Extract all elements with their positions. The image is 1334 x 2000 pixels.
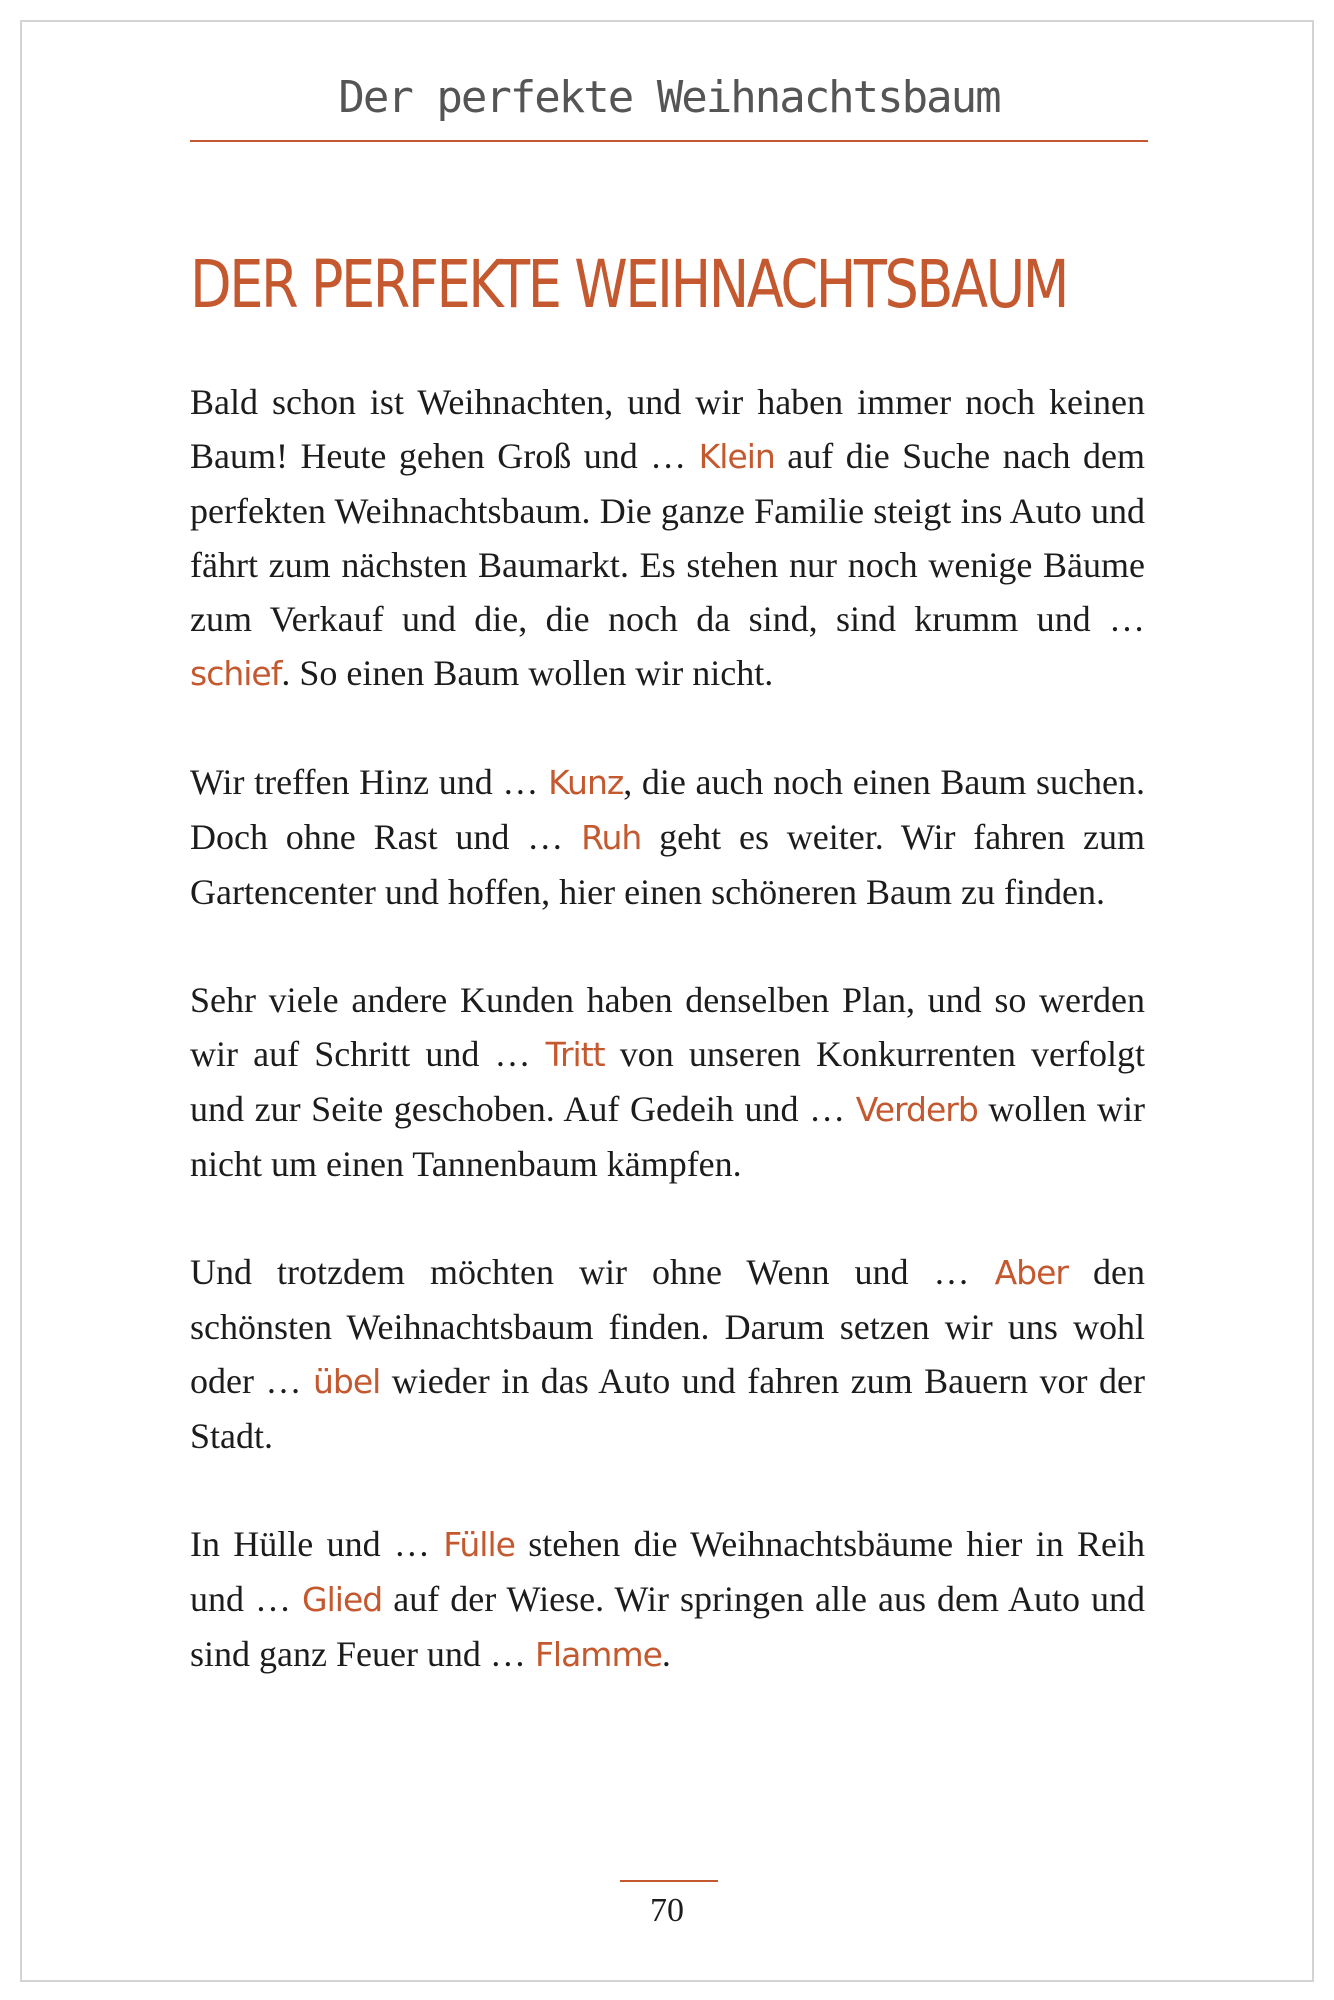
fill-in-word: Klein (698, 437, 775, 476)
paragraph-4 (190, 1245, 1145, 1463)
paragraph-5 (190, 1517, 1145, 1682)
text-run: . So einen Baum wollen wir nicht. (281, 653, 774, 693)
text-run: Bald schon ist Weihnachten, und wir haben immer noch keinen Baum! Heute gehen Groß und … (190, 382, 1145, 476)
text-run: , die auch noch einen Baum suchen. Doch ohne Rast und … (190, 762, 1145, 857)
fill-in-word: schief (190, 654, 282, 693)
paragraph-1 (190, 375, 1145, 701)
paragraph-3 (190, 973, 1145, 1191)
fill-in-word: Kunz (548, 763, 624, 802)
text-run: den schönsten Weihnachtsbaum finden. Darum setzen wir uns wohl oder … (190, 1252, 1145, 1401)
fill-in-word: Flamme (534, 1635, 662, 1674)
fill-in-word: Aber (994, 1253, 1068, 1292)
text-run: von unseren Konkurrenten verfolgt und zur Seite geschoben. Auf Gedeih und … (190, 1034, 1145, 1129)
text-run: geht es weiter. Wir fahren zum Gartencenter und hoffen, hier einen schöneren Baum zu finden. (190, 817, 1145, 912)
text-run: auf die Suche nach dem perfekten Weihnachtsbaum. Die ganze Familie steigt ins Auto und fährt zum nächsten Baumarkt. Es stehen nur noch wenige Bäume zum Verkauf und die, die noch da sind, sind krumm und … (190, 436, 1145, 639)
text-run: wollen wir nicht um einen Tannenbaum kämpfen. (190, 1089, 1145, 1184)
fill-in-word: Fülle (443, 1525, 515, 1564)
header-rule (190, 140, 1148, 142)
text-run: Und trotzdem möchten wir ohne Wenn und … (190, 1252, 995, 1292)
chapter-title: DER PERFEKTE WEIHNACHTSBAUM (190, 246, 1068, 323)
text-run: . (661, 1634, 671, 1674)
text-run: auf der Wiese. Wir springen alle aus dem Auto und sind ganz Feuer und … (190, 1579, 1146, 1674)
text-run: Sehr viele andere Kunden haben denselben Plan, und so werden wir auf Schritt und … (190, 980, 1145, 1074)
fill-in-word: Ruh (581, 818, 642, 857)
text-run: Wir treffen Hinz und … (190, 762, 549, 802)
fill-in-word: übel (312, 1362, 381, 1401)
footer-rule (620, 1880, 718, 1882)
fill-in-word: Verderb (855, 1090, 978, 1129)
fill-in-word: Glied (302, 1580, 383, 1619)
text-run: wieder in das Auto und fahren zum Bauern vor der Stadt. (190, 1361, 1145, 1456)
fill-in-word: Tritt (545, 1035, 605, 1074)
paragraph-2 (190, 755, 1145, 919)
page-number: 70 (650, 1892, 684, 1929)
text-run: stehen die Weihnachtsbäume hier in Reih und … (190, 1524, 1146, 1619)
text-run: In Hülle und … (190, 1524, 444, 1564)
running-header: Der perfekte Weihnachtsbaum (338, 72, 1000, 123)
body-text (190, 375, 1145, 1736)
